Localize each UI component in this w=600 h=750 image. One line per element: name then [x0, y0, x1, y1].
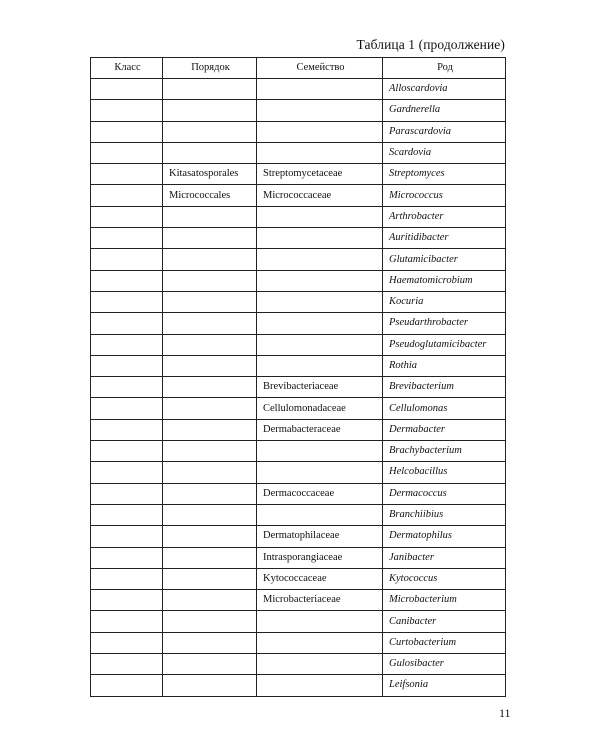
cell-class: [91, 334, 163, 355]
table-row: [91, 185, 506, 206]
cell-class: [91, 568, 163, 589]
cell-genus: Auritidibacter: [383, 228, 506, 249]
cell-family: [257, 270, 383, 291]
cell-genus: Brachybacterium: [383, 441, 506, 462]
cell-family: [257, 291, 383, 312]
cell-order: [163, 355, 257, 376]
cell-genus: Gulosibacter: [383, 654, 506, 675]
cell-class: [91, 228, 163, 249]
cell-family: Cellulomonadaceae: [257, 398, 383, 419]
cell-order: [163, 441, 257, 462]
cell-genus: Janibacter: [383, 547, 506, 568]
cell-genus: Gardnerella: [383, 100, 506, 121]
cell-family: [257, 654, 383, 675]
table-row: [91, 142, 506, 163]
cell-class: [91, 441, 163, 462]
cell-genus: Alloscardovia: [383, 79, 506, 100]
cell-class: [91, 249, 163, 270]
cell-order: [163, 121, 257, 142]
cell-class: [91, 675, 163, 696]
cell-order: [163, 632, 257, 653]
cell-class: [91, 79, 163, 100]
table-row: [91, 377, 506, 398]
cell-family: [257, 121, 383, 142]
table-row: [91, 249, 506, 270]
cell-genus: Streptomyces: [383, 164, 506, 185]
cell-family: [257, 632, 383, 653]
cell-genus: Curtobacterium: [383, 632, 506, 653]
cell-order: [163, 291, 257, 312]
table-row: [91, 291, 506, 312]
cell-order: [163, 419, 257, 440]
table-row: [91, 441, 506, 462]
table-row: [91, 334, 506, 355]
cell-genus: Rothia: [383, 355, 506, 376]
table-row: [91, 206, 506, 227]
cell-order: [163, 654, 257, 675]
cell-family: [257, 206, 383, 227]
cell-family: [257, 249, 383, 270]
cell-class: [91, 419, 163, 440]
cell-genus: Dermacoccus: [383, 483, 506, 504]
cell-order: [163, 79, 257, 100]
cell-order: [163, 675, 257, 696]
table-row: [91, 313, 506, 334]
cell-class: [91, 547, 163, 568]
cell-order: [163, 590, 257, 611]
cell-genus: Kytococcus: [383, 568, 506, 589]
cell-class: [91, 377, 163, 398]
cell-class: [91, 355, 163, 376]
cell-class: [91, 654, 163, 675]
cell-genus: Kocuria: [383, 291, 506, 312]
cell-class: [91, 291, 163, 312]
cell-family: Dermacoccaceae: [257, 483, 383, 504]
header-class: Класс: [91, 58, 163, 79]
cell-order: [163, 313, 257, 334]
cell-class: [91, 313, 163, 334]
cell-family: [257, 441, 383, 462]
cell-order: [163, 483, 257, 504]
cell-class: [91, 398, 163, 419]
table-row: [91, 398, 506, 419]
cell-family: Brevibacteriaceae: [257, 377, 383, 398]
cell-class: [91, 611, 163, 632]
table-row: [91, 632, 506, 653]
cell-genus: Leifsonia: [383, 675, 506, 696]
cell-family: Dermatophilaceae: [257, 526, 383, 547]
cell-family: [257, 504, 383, 525]
cell-genus: Dermatophilus: [383, 526, 506, 547]
cell-family: [257, 228, 383, 249]
cell-order: [163, 526, 257, 547]
cell-class: [91, 185, 163, 206]
cell-family: Streptomycetaceae: [257, 164, 383, 185]
cell-order: [163, 547, 257, 568]
table-row: [91, 79, 506, 100]
cell-order: Kitasatosporales: [163, 164, 257, 185]
cell-class: [91, 100, 163, 121]
table-body: [91, 79, 506, 697]
cell-family: [257, 313, 383, 334]
cell-genus: Pseudoglutamicibacter: [383, 334, 506, 355]
table-row: [91, 568, 506, 589]
cell-order: [163, 611, 257, 632]
cell-family: Intrasporangiaceae: [257, 547, 383, 568]
table-row: [91, 590, 506, 611]
cell-family: [257, 462, 383, 483]
cell-genus: Cellulomonas: [383, 398, 506, 419]
cell-genus: Dermabacter: [383, 419, 506, 440]
cell-order: [163, 568, 257, 589]
cell-order: [163, 249, 257, 270]
cell-genus: Arthrobacter: [383, 206, 506, 227]
cell-family: Micrococcaceae: [257, 185, 383, 206]
cell-genus: Branchiibius: [383, 504, 506, 525]
header-order: Порядок: [163, 58, 257, 79]
cell-class: [91, 270, 163, 291]
table-row: [91, 654, 506, 675]
cell-genus: Helcobacillus: [383, 462, 506, 483]
table-row: [91, 228, 506, 249]
cell-class: [91, 121, 163, 142]
cell-family: Kytococcaceae: [257, 568, 383, 589]
cell-family: [257, 355, 383, 376]
cell-order: Micrococcales: [163, 185, 257, 206]
cell-family: [257, 611, 383, 632]
cell-order: [163, 270, 257, 291]
cell-genus: Micrococcus: [383, 185, 506, 206]
table-row: [91, 419, 506, 440]
cell-genus: Canibacter: [383, 611, 506, 632]
cell-class: [91, 462, 163, 483]
table-row: [91, 675, 506, 696]
cell-family: [257, 79, 383, 100]
cell-order: [163, 334, 257, 355]
cell-genus: Scardovia: [383, 142, 506, 163]
table-row: [91, 270, 506, 291]
cell-order: [163, 228, 257, 249]
table-row: [91, 547, 506, 568]
table-row: [91, 462, 506, 483]
cell-family: Dermabacteraceae: [257, 419, 383, 440]
cell-order: [163, 504, 257, 525]
cell-class: [91, 164, 163, 185]
cell-class: [91, 632, 163, 653]
cell-family: [257, 142, 383, 163]
table-caption: Таблица 1 (продолжение): [356, 37, 505, 52]
page-number: 11: [499, 706, 511, 720]
table-row: [91, 121, 506, 142]
header-genus: Род: [383, 58, 506, 79]
cell-genus: Microbacterium: [383, 590, 506, 611]
table-row: [91, 164, 506, 185]
table-row: [91, 611, 506, 632]
cell-order: [163, 398, 257, 419]
table-row: [91, 355, 506, 376]
table-row: [91, 483, 506, 504]
cell-class: [91, 483, 163, 504]
cell-genus: Pseudarthrobacter: [383, 313, 506, 334]
cell-order: [163, 462, 257, 483]
cell-class: [91, 504, 163, 525]
cell-class: [91, 142, 163, 163]
cell-family: [257, 675, 383, 696]
cell-order: [163, 100, 257, 121]
taxonomy-table: [90, 57, 506, 697]
cell-order: [163, 142, 257, 163]
cell-order: [163, 206, 257, 227]
table-row: [91, 100, 506, 121]
cell-class: [91, 590, 163, 611]
cell-class: [91, 206, 163, 227]
cell-family: [257, 100, 383, 121]
table-header-row: [91, 58, 506, 79]
table-row: [91, 504, 506, 525]
cell-genus: Parascardovia: [383, 121, 506, 142]
header-family: Семейство: [257, 58, 383, 79]
cell-genus: Glutamicibacter: [383, 249, 506, 270]
cell-genus: Haematomicrobium: [383, 270, 506, 291]
table-row: [91, 526, 506, 547]
cell-family: Microbacteriaceae: [257, 590, 383, 611]
cell-order: [163, 377, 257, 398]
cell-family: [257, 334, 383, 355]
cell-genus: Brevibacterium: [383, 377, 506, 398]
cell-class: [91, 526, 163, 547]
